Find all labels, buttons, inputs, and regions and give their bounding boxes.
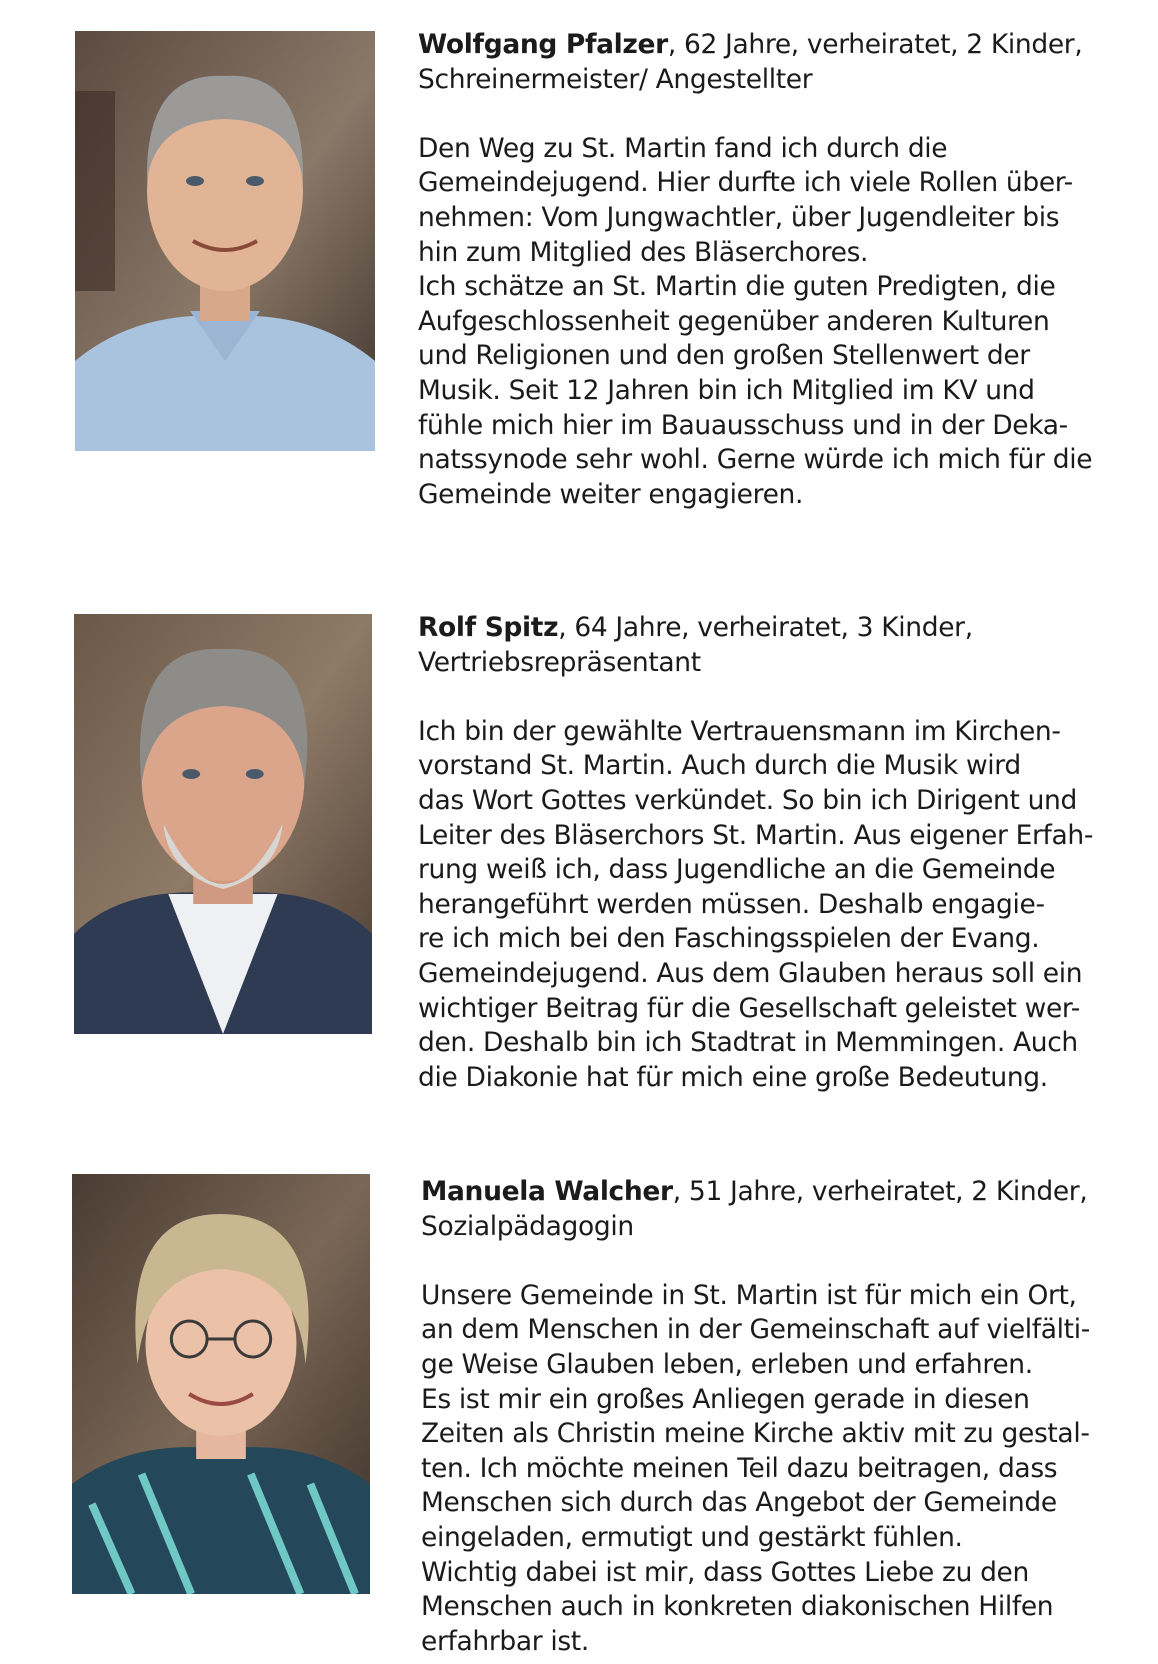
bio-line: Es ist mir ein großes Anliegen gerade in diesen [421, 1383, 1030, 1415]
bio-line: ten. Ich möchte meinen Teil dazu beitragen, dass [421, 1452, 1058, 1484]
portrait-photo [74, 614, 372, 1034]
bio-line: natssynode sehr wohl. Gerne würde ich mich für die [418, 444, 1093, 476]
bio-line: Gemeindejugend. Aus dem Glauben heraus soll ein [418, 957, 1083, 989]
bio-line: rung weiß ich, dass Jugendliche an die Gemeinde [418, 854, 1056, 886]
bio-line: Ich schätze an St. Martin die guten Predigten, die [418, 271, 1056, 303]
candidate-bio [418, 132, 1158, 513]
bio-line: Menschen sich durch das Angebot der Gemeinde [421, 1487, 1057, 1519]
candidate-info: , 51 Jahre, verheiratet, 2 Kinder, [672, 1176, 1088, 1207]
candidate-heading [421, 1175, 1158, 1210]
candidate-name: Rolf Spitz [418, 612, 559, 643]
bio-line: eingeladen, ermutigt und gestärkt fühlen. [421, 1521, 963, 1553]
candidate-heading [418, 28, 1158, 63]
bio-line: Gemeinde weiter engagieren. [418, 478, 804, 510]
portrait-photo [75, 31, 375, 451]
bio-line: Unsere Gemeinde in St. Martin ist für mich ein Ort, [421, 1279, 1077, 1311]
bio-line: Menschen auch in konkreten diakonischen Hilfen [421, 1591, 1054, 1623]
bio-line: nehmen: Vom Jungwachtler, über Jugendleiter bis [418, 201, 1060, 233]
bio-line: Ich bin der gewählte Vertrauensmann im Kirchen- [418, 715, 1061, 747]
bio-line: ge Weise Glauben leben, erleben und erfahren. [421, 1348, 1033, 1380]
bio-line: hin zum Mitglied des Bläserchores. [418, 236, 869, 268]
bio-line: Zeiten als Christin meine Kirche aktiv mit zu gestal- [421, 1418, 1090, 1450]
bio-line: und Religionen und den großen Stellenwert der [418, 340, 1030, 372]
candidate-heading [418, 611, 1158, 646]
candidate-bio [421, 1279, 1158, 1660]
bio-line: den. Deshalb bin ich Stadtrat in Memmingen. Auch [418, 1027, 1078, 1059]
bio-line: Den Weg zu St. Martin fand ich durch die [418, 132, 948, 164]
bio-line: die Diakonie hat für mich eine große Bedeutung. [418, 1061, 1048, 1093]
bio-line: vorstand St. Martin. Auch durch die Musik wird [418, 750, 1021, 782]
candidate-info: , 62 Jahre, verheiratet, 2 Kinder, [667, 29, 1083, 60]
bio-line: Aufgeschlossenheit gegenüber anderen Kulturen [418, 305, 1050, 337]
bio-line: an dem Menschen in der Gemeinschaft auf vielfälti- [421, 1314, 1090, 1346]
candidate-name: Manuela Walcher [421, 1176, 673, 1207]
bio-line: Wichtig dabei ist mir, dass Gottes Liebe zu den [421, 1556, 1029, 1588]
bio-line: Leiter des Bläserchors St. Martin. Aus eigener Erfah- [418, 819, 1094, 851]
bio-line: wichtiger Beitrag für die Gesellschaft geleistet wer- [418, 992, 1080, 1024]
bio-line: re ich mich bei den Faschingsspielen der Evang. [418, 923, 1040, 955]
candidate-profession: Schreinermeister/ Angestellter [418, 63, 813, 95]
bio-line: Musik. Seit 12 Jahren bin ich Mitglied im KV und [418, 374, 1035, 406]
candidate-bio [418, 715, 1158, 1096]
candidate-text [421, 1175, 1158, 1659]
candidate-text [418, 28, 1158, 512]
candidate-profession: Vertriebsrepräsentant [418, 646, 701, 678]
candidate-text [418, 611, 1158, 1095]
candidate-name: Wolfgang Pfalzer [418, 29, 668, 60]
candidate-info: , 64 Jahre, verheiratet, 3 Kinder, [558, 612, 973, 643]
bio-line: das Wort Gottes verkündet. So bin ich Dirigent und [418, 784, 1077, 816]
portrait-photo [72, 1174, 370, 1594]
bio-line: Gemeindejugend. Hier durfte ich viele Rollen über- [418, 167, 1073, 199]
bio-line: erfahrbar ist. [421, 1625, 589, 1657]
bio-line: herangeführt werden müssen. Deshalb engagie- [418, 888, 1045, 920]
candidate-profession: Sozialpädagogin [421, 1210, 634, 1242]
bio-line: fühle mich hier im Bauausschuss und in der Deka- [418, 409, 1068, 441]
